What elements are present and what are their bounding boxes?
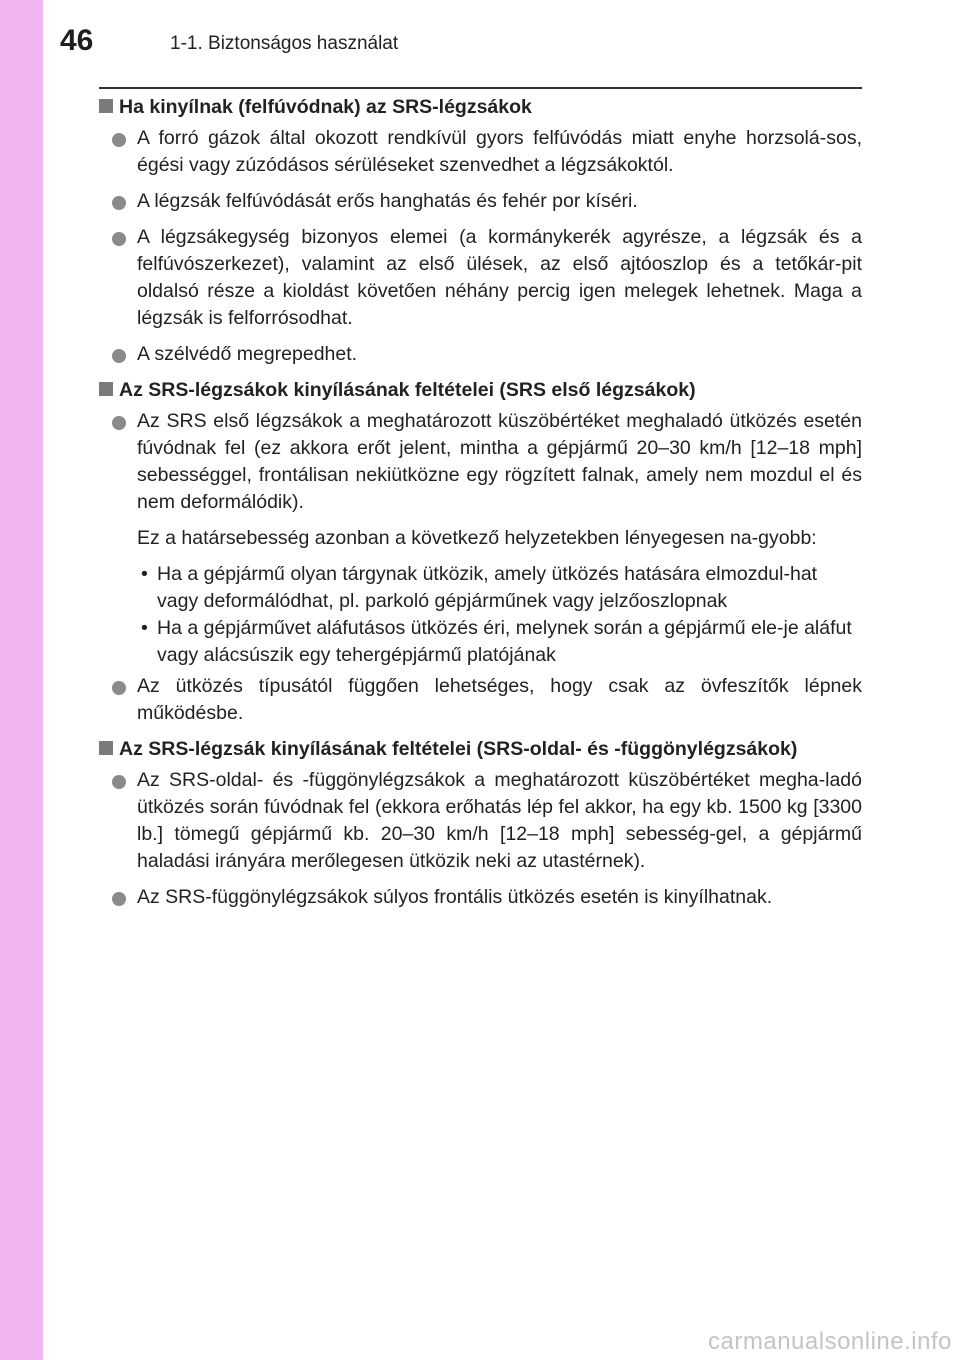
list-item: A szélvédő megrepedhet.: [99, 341, 862, 368]
list-item: Az SRS-függönylégzsákok súlyos frontális ütközés esetén is kinyílhatnak.: [99, 884, 862, 911]
square-bullet-icon: [99, 741, 113, 755]
header-divider: [99, 87, 862, 89]
chapter-side-tab: [0, 0, 43, 1360]
list-item: A légzsák felfúvódását erős hanghatás és fehér por kíséri.: [99, 188, 862, 215]
round-bullet-icon: [112, 681, 126, 695]
list-item: A forró gázok által okozott rendkívül gyors felfúvódás miatt enyhe horzsolá-sos, égési vagy zúzódásos sérüléseket szenvedhet a légzsákoktól.: [99, 125, 862, 179]
sub-list-item: • Ha a gépjárművet aláfutásos ütközés éri, melynek során a gépjármű ele-je aláfut vagy alácsúszik egy tehergépjármű platójának: [141, 617, 852, 666]
page-number: 46: [60, 24, 94, 57]
section-heading: Az SRS-légzsák kinyílásának feltételei (SRS-oldal- és -függönylégzsákok): [99, 736, 862, 763]
list-item: A légzsákegység bizonyos elemei (a kormánykerék agyrésze, a légzsák és a felfúvószerkezet), valamint az első ülések, az első ajtóoszlop és a tetőkár-pit oldalsó része a kioldást követően néhány percig igen melegek lehetnek. Maga a légzsák is felforrósodhat.: [99, 224, 862, 332]
paragraph: Ez a határsebesség azonban a következő helyzetekben lényegesen na-gyobb:: [137, 527, 817, 549]
round-bullet-icon: [112, 349, 126, 363]
page-content: [99, 94, 862, 920]
dot-bullet-icon: •: [141, 563, 148, 585]
section-heading: Az SRS-légzsákok kinyílásának feltételei (SRS első légzsákok): [99, 377, 862, 404]
square-bullet-icon: [99, 99, 113, 113]
round-bullet-icon: [112, 416, 126, 430]
sub-list-item: • Ha a gépjármű olyan tárgynak ütközik, amely ütközés hatására elmozdul-hat vagy deformálódhat, pl. parkoló gépjárműnek vagy jelzőoszlopnak: [141, 563, 818, 612]
dot-bullet-icon: •: [141, 617, 148, 639]
section-heading: Ha kinyílnak (felfúvódnak) az SRS-légzsákok: [99, 94, 862, 121]
round-bullet-icon: [112, 775, 126, 789]
square-bullet-icon: [99, 382, 113, 396]
round-bullet-icon: [112, 232, 126, 246]
list-item: Az ütközés típusától függően lehetséges, hogy csak az övfeszítők lépnek működésbe.: [99, 673, 862, 727]
list-item: Az SRS-oldal- és -függönylégzsákok a meghatározott küszöbértéket megha-ladó ütközés során fúvódnak fel (ekkora erőhatás lép fel akkor, ha egy kb. 1500 kg [3300 lb.] tömegű gépjármű kb. 20–30 km/h [12–18 mph] sebesség-gel, a gépjármű haladási irányára merőlegesen ütközik neki az utastérnek).: [99, 767, 862, 875]
round-bullet-icon: [112, 196, 126, 210]
round-bullet-icon: [112, 133, 126, 147]
watermark: carmanualsonline.info: [708, 1328, 952, 1355]
chapter-title: 1-1. Biztonságos használat: [170, 33, 399, 54]
list-item: Az SRS első légzsákok a meghatározott küszöbértéket meghaladó ütközés esetén fúvódnak fel (ez akkora erőt jelent, mintha a gépjármű 20–30 km/h [12–18 mph] sebességgel, frontálisan nekiütközne egy rögzített falnak, amely nem mozdul el és nem deformálódik).: [99, 408, 862, 516]
round-bullet-icon: [112, 892, 126, 906]
